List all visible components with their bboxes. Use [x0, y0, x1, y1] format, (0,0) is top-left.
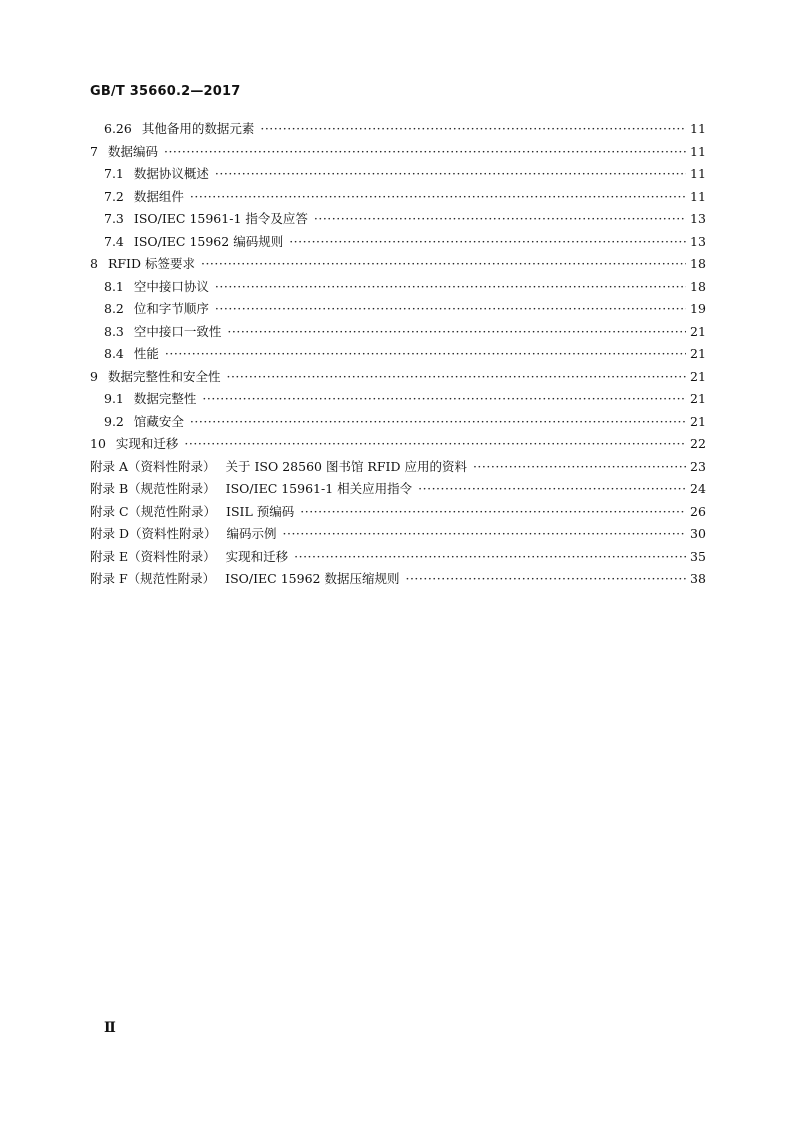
toc-entry-title: 关于 ISO 28560 图书馆 RFID 应用的资料: [225, 458, 467, 474]
toc-entry-title: ISO/IEC 15961-1 相关应用指令: [225, 481, 413, 496]
toc-dot-leader: [201, 253, 686, 276]
toc-entry-number: 7.2: [104, 188, 124, 204]
toc-entry-title: 位和字节顺序: [133, 301, 209, 316]
toc-entry-number: 10: [90, 436, 106, 451]
toc-entry-title: 实现和迁移: [115, 436, 179, 451]
toc-entry-title: 其他备用的数据元素: [141, 121, 255, 136]
toc-entry: [90, 163, 704, 186]
toc-entry-page: 21: [690, 346, 706, 361]
toc-entry-page: 21: [690, 391, 706, 406]
toc-entry-title: 数据完整性和安全性: [107, 368, 221, 384]
toc-entry-number: 附录 F（规范性附录）: [90, 571, 216, 586]
toc-entry-title: 编码示例: [226, 526, 277, 541]
toc-entry: [90, 231, 704, 254]
toc-entry-number: 8.1: [104, 278, 124, 294]
toc-entry-title: 空中接口协议: [133, 278, 209, 294]
toc-dot-leader: [314, 208, 686, 231]
toc-entry: [90, 276, 704, 299]
toc-entry-page: 23: [690, 458, 706, 474]
toc-entry-number: 9: [90, 368, 98, 384]
toc-dot-leader: [164, 141, 686, 164]
toc-entry-number: 附录 A（资料性附录）: [90, 458, 216, 474]
toc-entry-number: 附录 D（资料性附录）: [90, 526, 217, 541]
toc-dot-leader: [215, 298, 686, 321]
toc-entry-title: 数据组件: [133, 188, 184, 204]
toc-entry-title: 实现和迁移: [225, 548, 289, 564]
toc-entry-title: 性能: [133, 346, 159, 361]
toc-entry-title: ISO/IEC 15962 编码规则: [133, 233, 284, 249]
toc-entry: [90, 343, 704, 366]
toc-entry-page: 19: [690, 301, 706, 316]
toc-dot-leader: [260, 118, 686, 141]
toc-dot-leader: [184, 433, 686, 456]
toc-entry: [90, 366, 704, 389]
toc-entry: [90, 186, 704, 209]
toc-entry-title: ISO/IEC 15961-1 指令及应答: [133, 211, 308, 226]
toc-dot-leader: [405, 568, 686, 591]
toc-dot-leader: [300, 501, 686, 524]
toc-entry: [90, 478, 704, 501]
toc-entry-page: 18: [690, 278, 706, 294]
toc-dot-leader: [215, 276, 686, 299]
toc-entry-page: 22: [690, 436, 706, 451]
toc-entry-page: 21: [690, 368, 706, 384]
toc-entry: [90, 141, 704, 164]
toc-entry-page: 11: [690, 121, 706, 136]
toc-entry-title: ISO/IEC 15962 数据压缩规则: [225, 571, 400, 586]
toc-dot-leader: [215, 163, 686, 186]
toc-dot-leader: [418, 478, 686, 501]
toc-dot-leader: [227, 321, 686, 344]
toc-entry-number: 附录 B（规范性附录）: [90, 481, 216, 496]
toc-entry: [90, 321, 704, 344]
toc-entry-page: 35: [690, 548, 706, 564]
toc-entry-number: 7.4: [104, 233, 124, 249]
toc-entry-title: RFID 标签要求: [107, 256, 195, 271]
toc-dot-leader: [473, 456, 686, 479]
toc-entry-title: 数据编码: [107, 143, 158, 159]
page-number: Ⅱ: [104, 1020, 116, 1036]
toc-entry: [90, 568, 704, 591]
toc-entry-page: 26: [690, 503, 706, 519]
toc-entry-number: 9.1: [104, 391, 124, 406]
toc-entry-number: 7.1: [104, 166, 124, 181]
toc-dot-leader: [190, 411, 686, 434]
toc-dot-leader: [190, 186, 686, 209]
toc-entry-number: 附录 E（资料性附录）: [90, 548, 216, 564]
toc-entry-number: 7.3: [104, 211, 124, 226]
toc-entry: [90, 411, 704, 434]
toc-entry-title: 数据协议概述: [133, 166, 209, 181]
toc-dot-leader: [289, 231, 686, 254]
toc-entry-number: 9.2: [104, 413, 124, 429]
toc-entry-page: 38: [690, 571, 706, 586]
toc-entry: [90, 523, 704, 546]
toc-entry-page: 21: [690, 323, 706, 339]
toc-entry: [90, 433, 704, 456]
toc-entry-page: 13: [690, 211, 706, 226]
toc-entry-page: 11: [690, 143, 706, 159]
toc-entry-page: 13: [690, 233, 706, 249]
toc-dot-leader: [283, 523, 686, 546]
toc-entry: [90, 118, 704, 141]
toc-entry-title: ISIL 预编码: [226, 503, 295, 519]
toc-entry: [90, 298, 704, 321]
toc-entry-page: 21: [690, 413, 706, 429]
toc-entry-number: 8.2: [104, 301, 124, 316]
toc-entry-page: 24: [690, 481, 706, 496]
toc-entry: [90, 546, 704, 569]
toc-entry-title: 空中接口一致性: [133, 323, 222, 339]
document-id-header: GB/T 35660.2—2017: [90, 84, 241, 99]
toc-entry-title: 馆藏安全: [133, 413, 184, 429]
toc-entry: [90, 208, 704, 231]
toc-entry-number: 7: [90, 143, 98, 159]
toc-entry: [90, 456, 704, 479]
toc-dot-leader: [202, 388, 686, 411]
toc-entry: [90, 253, 704, 276]
toc-dot-leader: [294, 546, 686, 569]
toc-entry-page: 11: [690, 188, 706, 204]
toc-entry-number: 8.4: [104, 346, 124, 361]
toc-dot-leader: [165, 343, 686, 366]
toc-dot-leader: [226, 366, 686, 389]
toc-entry-number: 8.3: [104, 323, 124, 339]
toc-entry-page: 30: [690, 526, 706, 541]
table-of-contents: [90, 118, 704, 591]
toc-entry-page: 11: [690, 166, 706, 181]
toc-entry: [90, 388, 704, 411]
toc-entry-page: 18: [690, 256, 706, 271]
toc-entry-title: 数据完整性: [133, 391, 197, 406]
toc-entry-number: 附录 C（规范性附录）: [90, 503, 217, 519]
toc-entry-number: 6.26: [104, 121, 132, 136]
toc-entry: [90, 501, 704, 524]
toc-entry-number: 8: [90, 256, 98, 271]
